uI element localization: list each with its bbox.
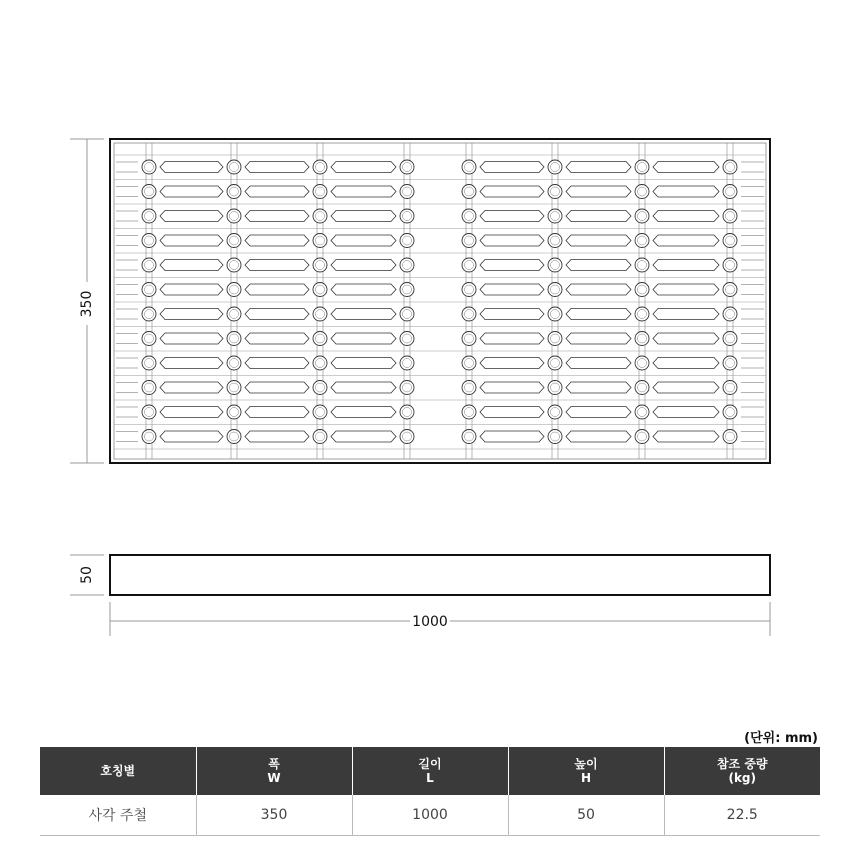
grating-slot bbox=[331, 162, 396, 173]
grating-slot bbox=[480, 211, 544, 222]
grating-slot bbox=[653, 407, 719, 418]
grating-node bbox=[313, 209, 327, 223]
grating-node bbox=[635, 405, 649, 419]
grating-slot bbox=[566, 382, 631, 393]
grating-slot bbox=[160, 260, 223, 271]
header-width: 폭 W bbox=[196, 747, 352, 795]
grating-node bbox=[142, 430, 156, 444]
grating-node bbox=[548, 307, 562, 321]
grating-node bbox=[635, 283, 649, 297]
grating-node bbox=[723, 234, 737, 248]
grating-slot bbox=[653, 211, 719, 222]
grating-node bbox=[227, 185, 241, 199]
grating-node bbox=[635, 185, 649, 199]
cell-width: 350 bbox=[196, 795, 352, 836]
grating-node bbox=[548, 356, 562, 370]
grating-node bbox=[400, 356, 414, 370]
grating-node bbox=[142, 307, 156, 321]
grating-slot bbox=[245, 382, 309, 393]
grating-slot bbox=[480, 407, 544, 418]
grating-node bbox=[548, 405, 562, 419]
grating-node bbox=[142, 356, 156, 370]
grating-node bbox=[400, 283, 414, 297]
grating-slot bbox=[653, 309, 719, 320]
grating-node bbox=[313, 381, 327, 395]
grating-node bbox=[227, 307, 241, 321]
grating-slot bbox=[653, 162, 719, 173]
grating-slot bbox=[653, 235, 719, 246]
grating-node bbox=[227, 209, 241, 223]
grating-node bbox=[723, 283, 737, 297]
grating-node bbox=[723, 185, 737, 199]
grating-node bbox=[227, 381, 241, 395]
grating-node bbox=[635, 430, 649, 444]
grating-slot bbox=[566, 162, 631, 173]
grating-node bbox=[400, 381, 414, 395]
grating-node bbox=[142, 283, 156, 297]
grating-node bbox=[723, 307, 737, 321]
grating-node bbox=[400, 258, 414, 272]
grating-slot bbox=[653, 358, 719, 369]
grating-slot bbox=[160, 211, 223, 222]
grating-node bbox=[723, 332, 737, 346]
grating-slot bbox=[653, 382, 719, 393]
grating-slot bbox=[160, 284, 223, 295]
length-label: 1000 bbox=[412, 614, 448, 630]
grating-side-view bbox=[110, 555, 770, 595]
grating-node bbox=[227, 332, 241, 346]
grating-slot bbox=[245, 162, 309, 173]
grating-slot bbox=[566, 333, 631, 344]
grating-node bbox=[400, 160, 414, 174]
grating-slot bbox=[480, 260, 544, 271]
grating-node bbox=[548, 283, 562, 297]
grating-slot bbox=[331, 260, 396, 271]
grating-node bbox=[400, 209, 414, 223]
grating-slot bbox=[566, 186, 631, 197]
grating-slot bbox=[480, 235, 544, 246]
grating-node bbox=[142, 405, 156, 419]
grating-slot bbox=[160, 186, 223, 197]
grating-node bbox=[723, 356, 737, 370]
grating-slot bbox=[566, 284, 631, 295]
grating-node bbox=[142, 209, 156, 223]
grating-slot bbox=[245, 407, 309, 418]
height-label: 50 bbox=[79, 566, 95, 584]
grating-node bbox=[723, 430, 737, 444]
grating-node bbox=[462, 185, 476, 199]
grating-node bbox=[142, 381, 156, 395]
grating-node bbox=[400, 234, 414, 248]
grating-node bbox=[462, 258, 476, 272]
grating-node bbox=[142, 332, 156, 346]
grating-node bbox=[227, 258, 241, 272]
grating-node bbox=[313, 430, 327, 444]
grating-node bbox=[462, 405, 476, 419]
grating-node bbox=[400, 332, 414, 346]
width-label: 350 bbox=[79, 290, 95, 318]
grating-node bbox=[400, 185, 414, 199]
grating-slot bbox=[331, 431, 396, 442]
grating-slot bbox=[331, 358, 396, 369]
grating-node bbox=[462, 430, 476, 444]
grating-slot bbox=[566, 407, 631, 418]
grating-node bbox=[313, 356, 327, 370]
grating-slot bbox=[480, 431, 544, 442]
grating-node bbox=[313, 258, 327, 272]
grating-slot bbox=[566, 358, 631, 369]
grating-node bbox=[548, 234, 562, 248]
grating-node bbox=[635, 356, 649, 370]
grating-node bbox=[227, 405, 241, 419]
grating-node bbox=[313, 283, 327, 297]
grating-node bbox=[313, 185, 327, 199]
header-length: 길이 L bbox=[352, 747, 508, 795]
grating-node bbox=[227, 160, 241, 174]
grating-node bbox=[227, 283, 241, 297]
grating-slot bbox=[566, 211, 631, 222]
cell-length: 1000 bbox=[352, 795, 508, 836]
table-header-row bbox=[40, 747, 820, 795]
grating-slot bbox=[245, 431, 309, 442]
grating-slot bbox=[566, 235, 631, 246]
grating-node bbox=[227, 430, 241, 444]
grating-node bbox=[462, 332, 476, 346]
grating-slot bbox=[245, 333, 309, 344]
grating-node bbox=[635, 258, 649, 272]
grating-node bbox=[723, 160, 737, 174]
grating-slot bbox=[331, 333, 396, 344]
grating-node bbox=[548, 430, 562, 444]
grating-slot bbox=[566, 431, 631, 442]
grating-slot bbox=[566, 309, 631, 320]
grating-node bbox=[635, 160, 649, 174]
grating-slot bbox=[245, 235, 309, 246]
grating-node bbox=[548, 332, 562, 346]
grating-slot bbox=[160, 333, 223, 344]
grating-slot bbox=[160, 235, 223, 246]
grating-slot bbox=[160, 309, 223, 320]
header-designation: 호칭별 bbox=[40, 747, 196, 795]
grating-node bbox=[313, 332, 327, 346]
grating-node bbox=[313, 405, 327, 419]
grating-node bbox=[227, 356, 241, 370]
grating-slot bbox=[653, 260, 719, 271]
grating-node bbox=[400, 405, 414, 419]
grating-slot bbox=[480, 309, 544, 320]
grating-slot bbox=[245, 260, 309, 271]
grating-slot bbox=[160, 358, 223, 369]
grating-slot bbox=[480, 284, 544, 295]
grating-node bbox=[635, 307, 649, 321]
grating-slot bbox=[160, 162, 223, 173]
grating-slot bbox=[653, 431, 719, 442]
grating-node bbox=[548, 258, 562, 272]
grating-node bbox=[635, 209, 649, 223]
grating-slot bbox=[245, 309, 309, 320]
unit-note: (단위: mm) bbox=[744, 731, 818, 746]
grating-node bbox=[462, 381, 476, 395]
grating-node bbox=[723, 209, 737, 223]
grating-slot bbox=[566, 260, 631, 271]
grating-node bbox=[313, 234, 327, 248]
grating-node bbox=[462, 209, 476, 223]
grating-slot bbox=[480, 162, 544, 173]
grating-node bbox=[462, 356, 476, 370]
grating-node bbox=[462, 234, 476, 248]
grating-slot bbox=[331, 284, 396, 295]
grating-node bbox=[142, 160, 156, 174]
grating-node bbox=[462, 307, 476, 321]
grating-node bbox=[313, 307, 327, 321]
header-height: 높이 H bbox=[508, 747, 664, 795]
grating-node bbox=[400, 307, 414, 321]
grating-node bbox=[462, 160, 476, 174]
grating-slot bbox=[160, 431, 223, 442]
grating-slot bbox=[480, 333, 544, 344]
grating-slot bbox=[480, 358, 544, 369]
grating-node bbox=[723, 381, 737, 395]
grating-node bbox=[142, 258, 156, 272]
grating-node bbox=[227, 234, 241, 248]
grating-slot bbox=[245, 211, 309, 222]
grating-node bbox=[548, 209, 562, 223]
spec-table bbox=[40, 747, 820, 836]
grating-slot bbox=[331, 309, 396, 320]
grating-node bbox=[462, 283, 476, 297]
grating-slot bbox=[480, 186, 544, 197]
grating-slot bbox=[245, 358, 309, 369]
grating-slot bbox=[331, 211, 396, 222]
grating-slot bbox=[653, 186, 719, 197]
grating-slot bbox=[331, 382, 396, 393]
grating-slot bbox=[653, 333, 719, 344]
grating-node bbox=[635, 332, 649, 346]
cell-designation: 사각 주철 bbox=[40, 795, 196, 836]
grating-node bbox=[635, 234, 649, 248]
grating-slot bbox=[653, 284, 719, 295]
grating-slot bbox=[245, 186, 309, 197]
grating-node bbox=[723, 405, 737, 419]
grating-node bbox=[548, 160, 562, 174]
grating-slot bbox=[480, 382, 544, 393]
grating-slot bbox=[331, 407, 396, 418]
grating-node bbox=[142, 234, 156, 248]
header-weight: 참조 중량 (kg) bbox=[664, 747, 820, 795]
cell-weight: 22.5 bbox=[664, 795, 820, 836]
grating-node bbox=[548, 185, 562, 199]
grating-slot bbox=[245, 284, 309, 295]
grating-node bbox=[400, 430, 414, 444]
table-row bbox=[40, 795, 820, 836]
grating-node bbox=[142, 185, 156, 199]
grating-node bbox=[313, 160, 327, 174]
grating-top-view bbox=[110, 139, 770, 463]
cell-height: 50 bbox=[508, 795, 664, 836]
grating-node bbox=[635, 381, 649, 395]
grating-slot bbox=[331, 186, 396, 197]
grating-slot bbox=[160, 382, 223, 393]
grating-slot bbox=[331, 235, 396, 246]
grating-node bbox=[548, 381, 562, 395]
grating-node bbox=[723, 258, 737, 272]
grating-slot bbox=[160, 407, 223, 418]
